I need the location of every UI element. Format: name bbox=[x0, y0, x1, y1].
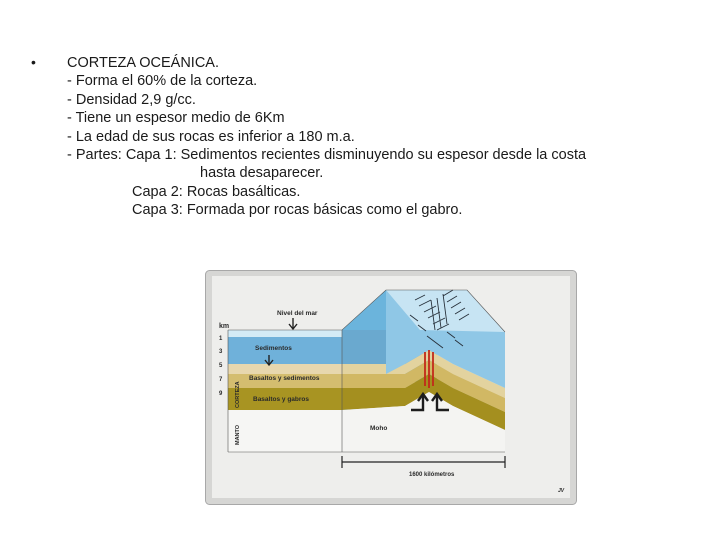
depth-tick: 7 bbox=[219, 377, 223, 383]
moho-label: Moho bbox=[370, 425, 388, 432]
depth-tick: 1 bbox=[219, 336, 223, 342]
text-line: - Tiene un espesor medio de 6Km bbox=[67, 110, 285, 127]
sea-level-label: Nivel del mar bbox=[277, 310, 318, 317]
depth-tick: 3 bbox=[219, 349, 223, 355]
sediments-label: Sedimentos bbox=[255, 345, 292, 352]
slide-text bbox=[67, 54, 707, 220]
basalts-sediments-label: Basaltos y sedimentos bbox=[249, 375, 320, 382]
text-line-layer2: Capa 2: Rocas basálticas. bbox=[132, 183, 301, 200]
oceanic-crust-diagram bbox=[205, 270, 577, 505]
diagram-svg bbox=[205, 270, 577, 505]
layer-sediment bbox=[228, 364, 342, 374]
basalts-gabbros-label: Basaltos y gabros bbox=[253, 396, 309, 403]
text-line: - Partes: Capa 1: Sedimentos recientes disminuyendo su espesor desde la costa bbox=[67, 147, 587, 164]
text-line: - La edad de sus rocas es inferior a 180 m.a. bbox=[67, 128, 355, 145]
depth-tick: 5 bbox=[219, 363, 223, 369]
text-line: - Forma el 60% de la corteza. bbox=[67, 73, 258, 90]
heading: CORTEZA OCEÁNICA. bbox=[67, 55, 220, 71]
crust-label: CORTEZA bbox=[235, 381, 241, 408]
bullet-marker: • bbox=[31, 54, 36, 70]
layer-mantle bbox=[228, 410, 342, 452]
scale-label: 1600 kilómetros bbox=[409, 472, 455, 478]
signature: JV bbox=[558, 488, 565, 494]
km-label: km bbox=[219, 323, 230, 330]
text-line: - Densidad 2,9 g/cc. bbox=[67, 91, 196, 108]
depth-tick: 9 bbox=[219, 391, 223, 397]
mantle-label: MANTO bbox=[235, 424, 241, 445]
text-line-layer3: Capa 3: Formada por rocas básicas como el gabro. bbox=[132, 202, 463, 219]
text-line-continuation: hasta desaparecer. bbox=[200, 165, 324, 182]
